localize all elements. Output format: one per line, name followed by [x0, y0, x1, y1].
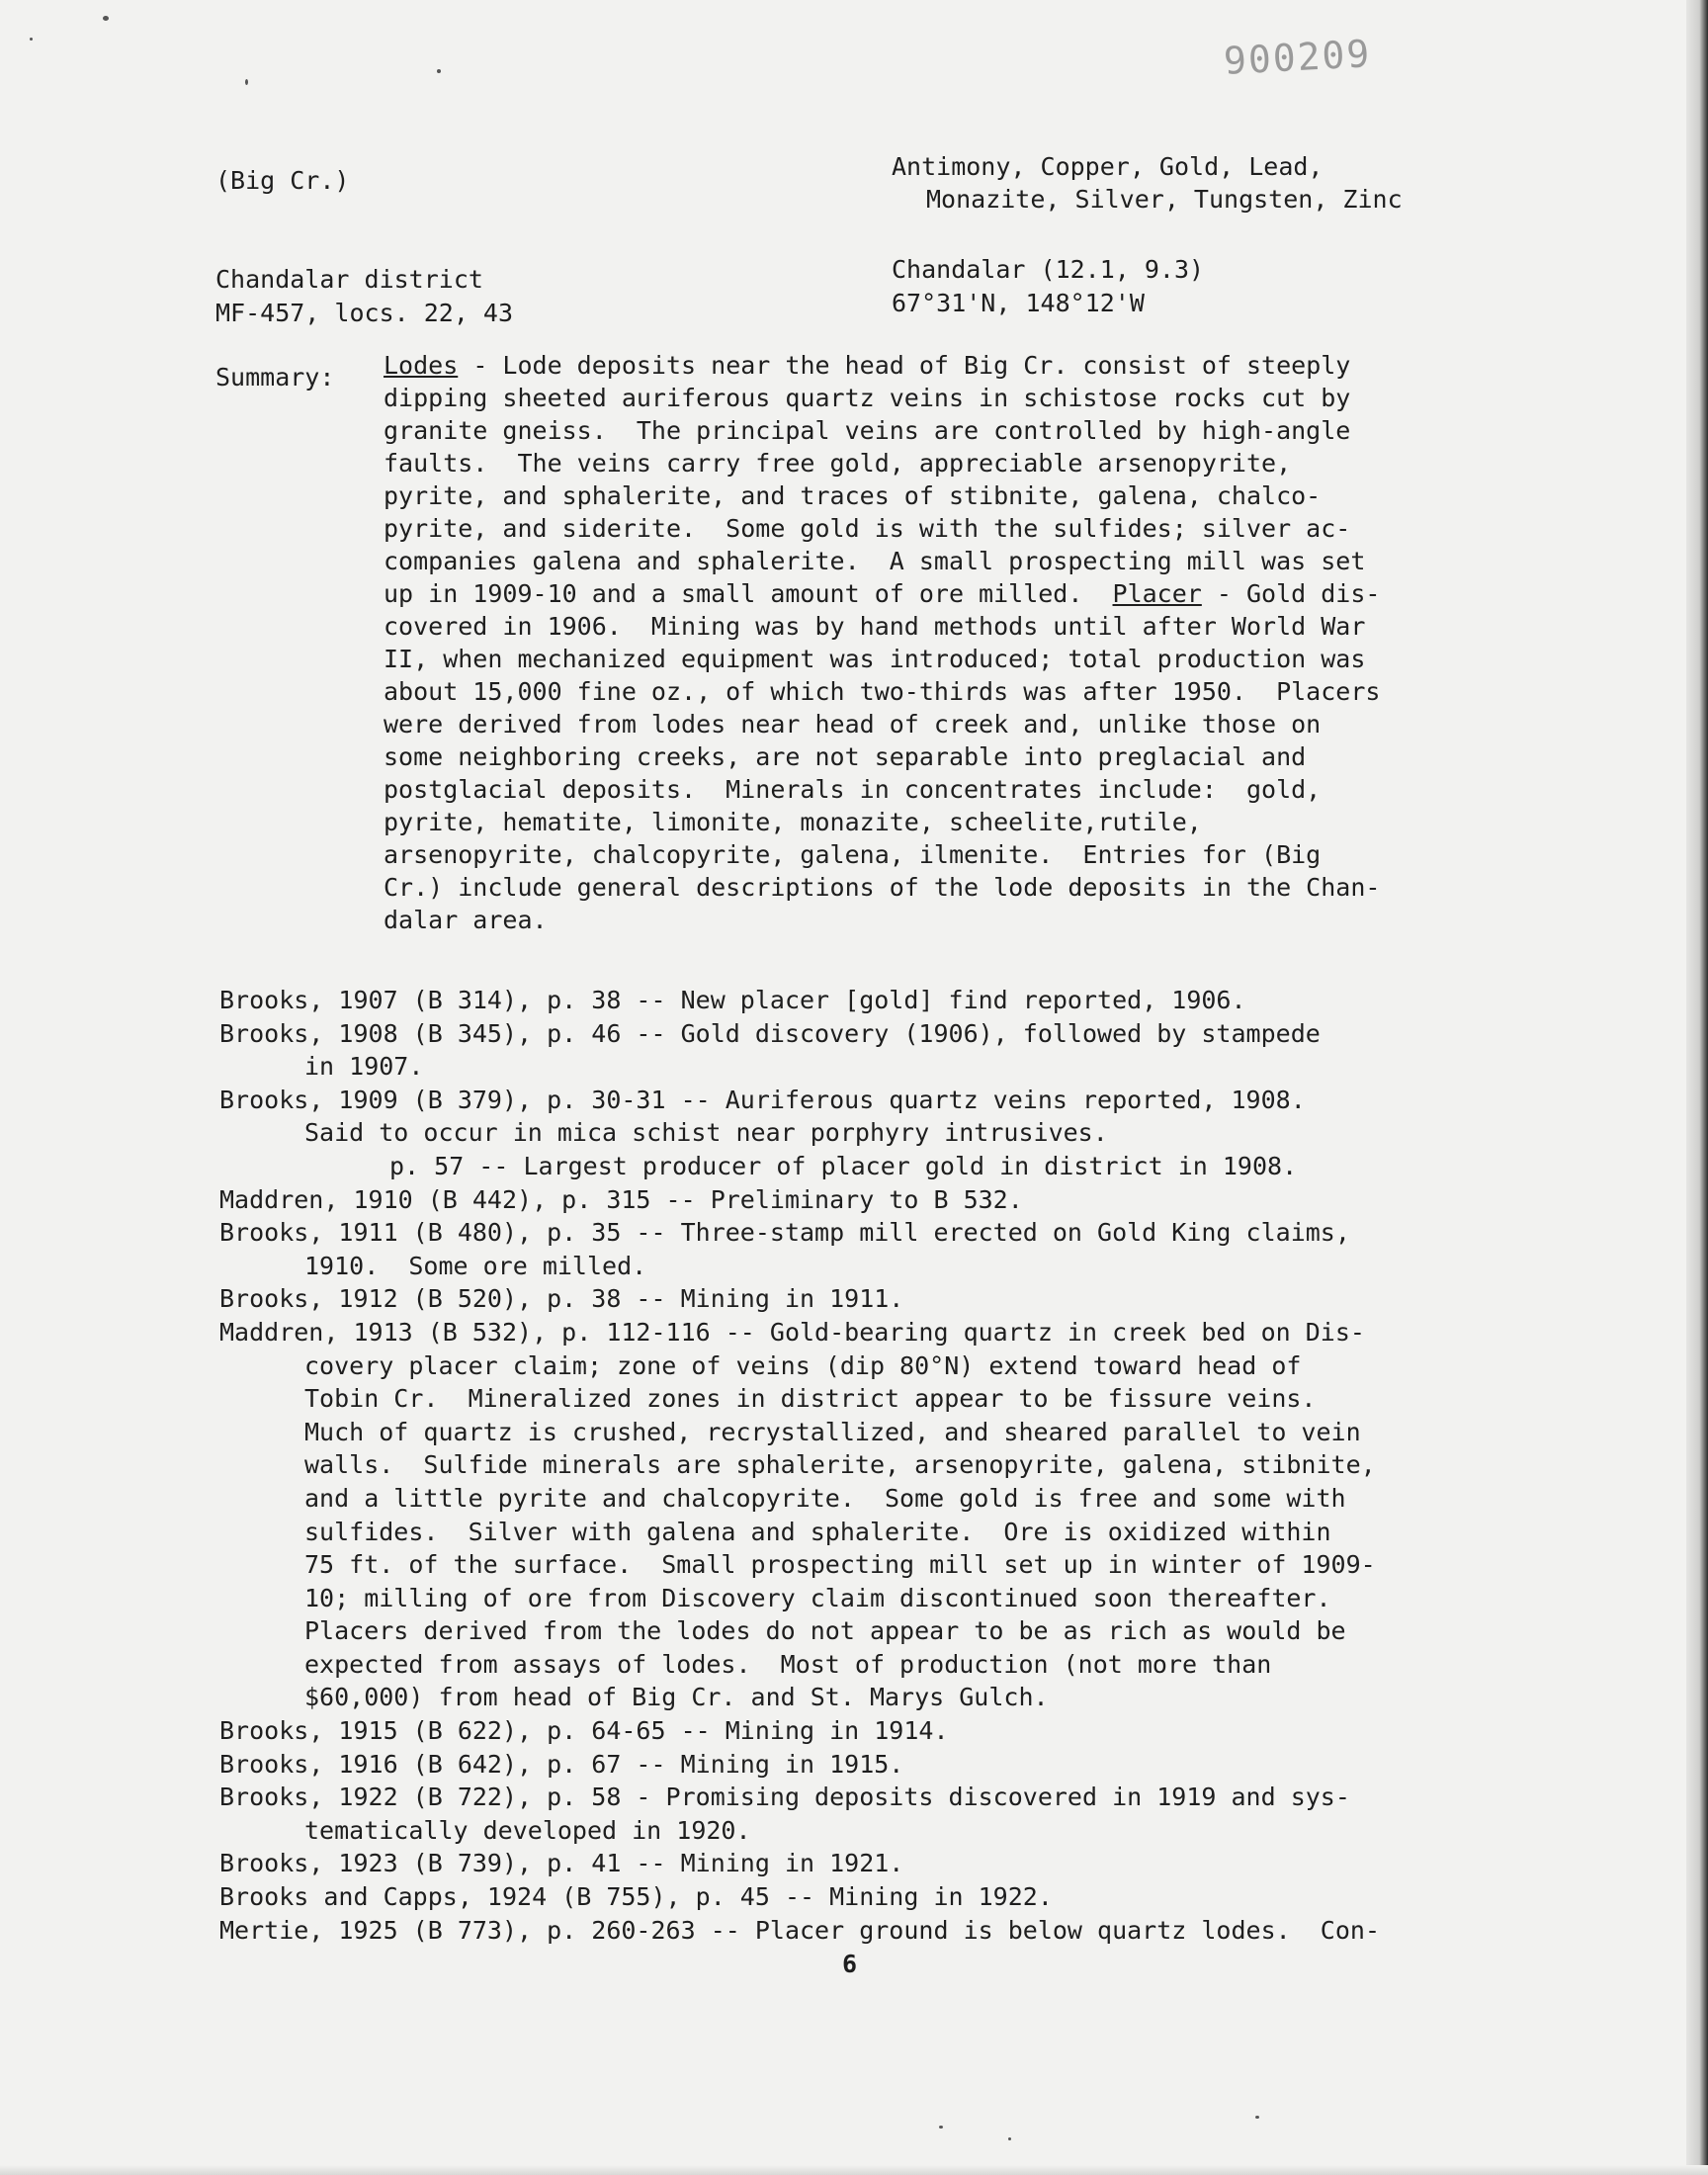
scan-speck	[103, 16, 109, 21]
reference-entry: Maddren, 1910 (B 442), p. 315 -- Preliminary to B 532.	[219, 1184, 1023, 1214]
reference-continuation: covery placer claim; zone of veins (dip 80°N) extend toward head of	[304, 1350, 1302, 1380]
reference-entry: Brooks, 1916 (B 642), p. 67 -- Mining in 1915.	[219, 1749, 904, 1779]
reference-list	[219, 984, 1534, 1947]
reference-continuation: 75 ft. of the surface. Small prospecting mill set up in winter of 1909-	[304, 1550, 1376, 1580]
scan-speck	[939, 2126, 943, 2129]
reference-entry: Maddren, 1913 (B 532), p. 112-116 -- Gold-bearing quartz in creek bed on Dis-	[219, 1317, 1365, 1347]
page-number: 6	[842, 1950, 858, 1978]
summary-line-text: - Lode deposits near the head of Big Cr. consist of steeply	[458, 351, 1351, 380]
scan-speck	[30, 38, 33, 41]
reference-continuation: and a little pyrite and chalcopyrite. Some gold is free and some with	[304, 1483, 1346, 1513]
summary-line: arsenopyrite, chalcopyrite, galena, ilmenite. Entries for (Big	[384, 840, 1322, 869]
reference-entry: Brooks, 1923 (B 739), p. 41 -- Mining in 1921.	[219, 1849, 904, 1878]
reference-continuation: 10; milling of ore from Discovery claim discontinued soon thereafter.	[304, 1583, 1331, 1612]
scan-speck	[1255, 2116, 1259, 2119]
summary-line: dipping sheeted auriferous quartz veins in schistose rocks cut by	[384, 384, 1351, 412]
scan-speck	[245, 79, 248, 85]
document-stamp-number: 900209	[1222, 32, 1373, 83]
summary-text	[384, 349, 1530, 936]
reference-entry: Brooks and Capps, 1924 (B 755), p. 45 -- Mining in 1922.	[219, 1882, 1053, 1912]
summary-line: postglacial deposits. Minerals in concentrates include: gold,	[384, 775, 1322, 804]
summary-line: covered in 1906. Mining was by hand methods until after World War	[384, 612, 1366, 641]
summary-line-text: up in 1909-10 and a small amount of ore milled.	[384, 579, 1113, 608]
map-reference: MF-457, locs. 22, 43	[215, 299, 514, 327]
commodities-line-1: Antimony, Copper, Gold, Lead,	[892, 152, 1324, 181]
summary-line: were derived from lodes near head of creek and, unlike those on	[384, 710, 1322, 739]
reference-continuation: in 1907.	[304, 1052, 424, 1082]
summary-line: companies galena and sphalerite. A small prospecting mill was set	[384, 547, 1366, 575]
reference-continuation: Placers derived from the lodes do not appear to be as rich as would be	[304, 1616, 1346, 1646]
reference-continuation: Tobin Cr. Mineralized zones in district appear to be fissure veins.	[304, 1384, 1317, 1414]
reference-continuation: walls. Sulfide minerals are sphalerite, arsenopyrite, galena, stibnite,	[304, 1450, 1376, 1480]
page-edge-shadow	[1686, 0, 1708, 2175]
reference-continuation: tematically developed in 1920.	[304, 1815, 751, 1845]
summary-line	[384, 577, 1530, 610]
summary-line: pyrite, hematite, limonite, monazite, scheelite,rutile,	[384, 808, 1202, 836]
summary-line	[384, 349, 1530, 382]
summary-line: granite gneiss. The principal veins are controlled by high-angle	[384, 416, 1351, 445]
reference-entry: Brooks, 1911 (B 480), p. 35 -- Three-stamp mill erected on Gold King claims,	[219, 1218, 1350, 1248]
scan-speck	[1008, 2137, 1011, 2140]
summary-line: some neighboring creeks, are not separable into preglacial and	[384, 742, 1307, 771]
lodes-heading: Lodes	[384, 351, 459, 380]
summary-line: pyrite, and siderite. Some gold is with the sulfides; silver ac-	[384, 514, 1351, 543]
reference-continuation: $60,000) from head of Big Cr. and St. Marys Gulch.	[304, 1683, 1049, 1712]
district-name: Chandalar district	[215, 265, 483, 294]
summary-line: pyrite, and sphalerite, and traces of stibnite, galena, chalco-	[384, 481, 1322, 510]
reference-entry: Brooks, 1915 (B 622), p. 64-65 -- Mining in 1914.	[219, 1716, 949, 1746]
page-bottom-edge	[0, 2165, 1708, 2175]
reference-continuation: 1910. Some ore milled.	[304, 1251, 647, 1280]
reference-entry: Brooks, 1909 (B 379), p. 30-31 -- Auriferous quartz veins reported, 1908.	[219, 1085, 1306, 1114]
summary-line: Cr.) include general descriptions of the lode deposits in the Chan-	[384, 873, 1381, 902]
reference-entry: Brooks, 1907 (B 314), p. 38 -- New placer [gold] find reported, 1906.	[219, 986, 1246, 1014]
site-name: (Big Cr.)	[215, 166, 350, 195]
scan-speck	[437, 69, 441, 73]
reference-entry: Brooks, 1908 (B 345), p. 46 -- Gold discovery (1906), followed by stampede	[219, 1018, 1321, 1048]
summary-line: about 15,000 fine oz., of which two-thirds was after 1950. Placers	[384, 677, 1381, 706]
summary-line: dalar area.	[384, 906, 548, 934]
summary-label: Summary:	[215, 363, 335, 392]
reference-entry: Brooks, 1922 (B 722), p. 58 - Promising deposits discovered in 1919 and sys-	[219, 1783, 1350, 1812]
reference-entry: Brooks, 1912 (B 520), p. 38 -- Mining in 1911.	[219, 1284, 904, 1314]
reference-continuation: Said to occur in mica schist near porphyry intrusives.	[304, 1118, 1108, 1148]
commodities-line-2: Monazite, Silver, Tungsten, Zinc	[926, 185, 1403, 214]
reference-continuation: expected from assays of lodes. Most of production (not more than	[304, 1649, 1272, 1679]
reference-continuation: sulfides. Silver with galena and sphalerite. Ore is oxidized within	[304, 1517, 1331, 1546]
summary-line: faults. The veins carry free gold, appreciable arsenopyrite,	[384, 449, 1292, 478]
summary-line-text: - Gold dis-	[1201, 579, 1381, 608]
reference-entry: Mertie, 1925 (B 773), p. 260-263 -- Placer ground is below quartz lodes. Con-	[219, 1915, 1380, 1945]
quadrangle: Chandalar (12.1, 9.3)	[892, 255, 1205, 284]
placer-heading: Placer	[1112, 579, 1202, 608]
reference-continuation: Much of quartz is crushed, recrystallized, and sheared parallel to vein	[304, 1417, 1361, 1446]
reference-continuation: p. 57 -- Largest producer of placer gold in district in 1908.	[389, 1151, 1298, 1180]
coordinates: 67°31'N, 148°12'W	[892, 289, 1145, 317]
summary-line: II, when mechanized equipment was introduced; total production was	[384, 645, 1366, 673]
